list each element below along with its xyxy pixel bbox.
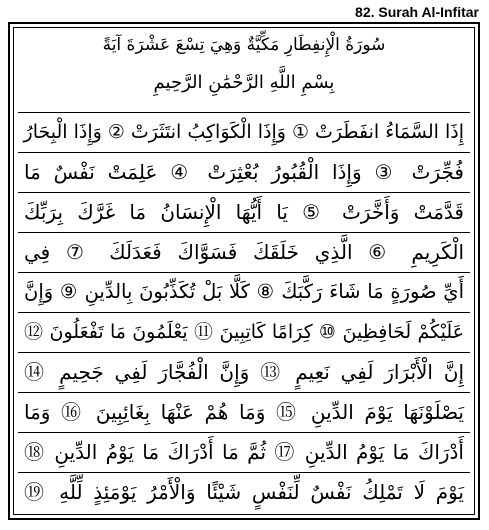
basmala: بِسْمِ اللَّهِ الرَّحْمَٰنِ الرَّحِيمِ [153,72,335,93]
verse-line-4: الْكَرِيمِ ⑥ الَّذِي خَلَقَكَ فَسَوَّاكَ فَعَدَلَكَ ⑦ فِي [18,232,470,272]
verse-line-8: يَصْلَوْنَهَا يَوْمَ الدِّينِ ⑮ وَمَا هُمْ عَنْهَا بِغَائِبِينَ ⑯ وَمَا [18,392,470,432]
page-frame-inner [13,27,475,515]
verse-line-6: عَلَيْكُمْ لَحَافِظِينَ ⑩ كِرَامًا كَاتِبِينَ ⑪ يَعْلَمُونَ مَا تَفْعَلُونَ ⑫ [18,312,470,352]
verse-line-10: يَوْمَ لَا تَمْلِكُ نَفْسٌ لِّنَفْسٍ شَيْئًا وَالْأَمْرُ يَوْمَئِذٍ لِّلَّهِ ⑲ [18,472,470,512]
verse-line-9: أَدْرَاكَ مَا يَوْمُ الدِّينِ ⑰ ثُمَّ مَا أَدْرَاكَ مَا يَوْمُ الدِّينِ ⑱ [18,432,470,472]
surah-info-heading: سُورَةُ الْإِنفِطَارِ مَكِّيَّةٌ وَهِيَ تِسْعَ عَشْرَةَ آيَةً [102,35,386,55]
verse-lines [18,112,470,512]
page-frame [8,22,480,520]
verse-line-1: إِذَا السَّمَاءُ انفَطَرَتْ ① وَإِذَا الْكَوَاكِبُ انتَثَرَتْ ② وَإِذَا الْبِحَارُ [18,112,470,152]
surah-title: 82. Surah Al-Infitar [355,4,479,20]
verse-line-5: أَيِّ صُورَةٍ مَا شَاءَ رَكَّبَكَ ⑧ كَلَّا بَلْ تُكَذِّبُونَ بِالدِّينِ ⑨ وَإِنَّ [18,272,470,312]
verse-line-2: فُجِّرَتْ ③ وَإِذَا الْقُبُورُ بُعْثِرَتْ ④ عَلِمَتْ نَفْسٌ مَا [18,152,470,192]
verse-line-7: إِنَّ الْأَبْرَارَ لَفِي نَعِيمٍ ⑬ وَإِنَّ الْفُجَّارَ لَفِي جَحِيمٍ ⑭ [18,352,470,392]
verse-line-3: قَدَّمَتْ وَأَخَّرَتْ ⑤ يَا أَيُّهَا الْإِنسَانُ مَا غَرَّكَ بِرَبِّكَ [18,192,470,232]
